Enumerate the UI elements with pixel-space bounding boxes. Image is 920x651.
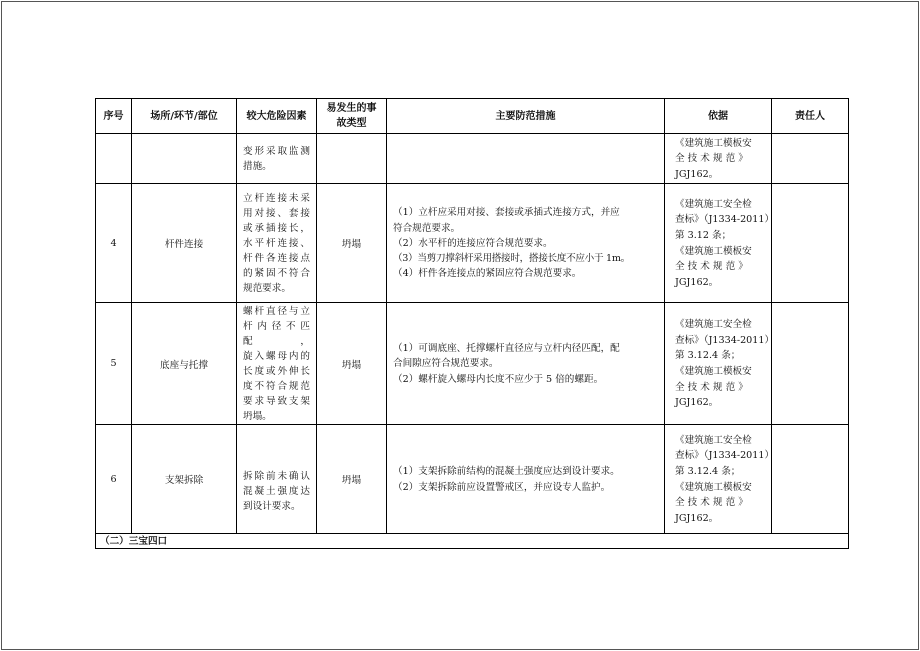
basis-line: 查标》（J1334-2011） — [675, 450, 775, 462]
basis-cell — [665, 425, 775, 534]
hazard-line: 用对接、套接 — [243, 208, 310, 219]
hazard-line: 旋入螺母内的 — [243, 351, 310, 362]
hazard-line: 杆件各连接点 — [243, 253, 310, 264]
measures-cell — [387, 303, 665, 425]
hazard-line: 螺杆直径与立 — [243, 306, 310, 317]
owner-cell — [772, 303, 849, 425]
owner-cell — [772, 134, 849, 184]
seq-cell: 5 — [96, 303, 132, 425]
place-cell: 底座与托撑 — [132, 303, 237, 425]
header-accident — [317, 99, 387, 134]
header-hazard: 较大危险因素 — [237, 99, 317, 134]
hazard-cell — [237, 303, 317, 425]
basis-line: 《建筑施工模板安 — [675, 245, 752, 257]
hazard-line: 到设计要求。 — [243, 500, 301, 512]
owner-cell — [772, 425, 849, 534]
header-place: 场所/环节/部位 — [132, 99, 237, 134]
hazard-line: 规范要求。 — [243, 283, 291, 294]
measures-cell — [387, 134, 665, 184]
basis-cell — [665, 303, 775, 425]
basis-line: 查标》（J1334-2011） — [675, 334, 775, 346]
basis-line: 全 技 术 规 范 》 — [675, 497, 748, 509]
measure-line: （2）螺杆旋入螺母内长度不应少于 5 倍的螺距。 — [393, 373, 604, 385]
header-seq: 序号 — [96, 99, 132, 134]
table-row — [96, 425, 849, 534]
measures-cell — [387, 184, 665, 303]
hazard-line: 混凝土强度达 — [243, 485, 310, 497]
basis-line: 全 技 术 规 范 》 — [675, 153, 748, 165]
accident-cell: 坍塌 — [317, 425, 387, 534]
hazard-line: 立杆连接未采 — [243, 193, 310, 204]
measure-line: （3）当剪刀撑斜杆采用搭接时，搭接长度不应小于 1m。 — [393, 253, 630, 265]
measure-line: （1）立杆应采用对接、套接或承插式连接方式，并应 — [393, 207, 620, 219]
basis-line: 查标》（J1334-2011） — [675, 214, 775, 226]
seq-cell: 4 — [96, 184, 132, 303]
basis-line: JGJ162。 — [675, 512, 719, 524]
measures-cell — [387, 425, 665, 534]
section-title: （二）三宝四口 — [96, 534, 849, 549]
basis-line: 第 3.12 条； — [675, 229, 732, 241]
table-row — [96, 184, 849, 303]
measure-line: （2）水平杆的连接应符合规范要求。 — [393, 237, 553, 249]
basis-line: 《建筑施工安全检 — [675, 198, 752, 210]
accident-cell: 坍塌 — [317, 184, 387, 303]
hazard-line: 措施。 — [243, 161, 272, 172]
hazard-cell — [237, 134, 317, 184]
measure-line: （2）支架拆除前应设置警戒区，并应设专人监护。 — [393, 481, 611, 493]
hazard-line: 或承插接长， — [243, 223, 310, 234]
hazard-line: 要求导致支架 — [243, 396, 310, 407]
basis-line: 全 技 术 规 范 》 — [675, 381, 748, 393]
measure-line: （1）支架拆除前结构的混凝土强度应达到设计要求。 — [393, 466, 620, 478]
header-basis: 依据 — [665, 99, 772, 134]
header-accident-line2: 故类型 — [336, 118, 367, 129]
owner-cell — [772, 184, 849, 303]
basis-line: 《建筑施工模板安 — [675, 481, 752, 493]
basis-line: 第 3.12.4 条； — [675, 350, 741, 362]
hazard-line: 拆除前未确认 — [243, 470, 310, 482]
seq-cell — [96, 134, 132, 184]
hazard-line: 的紧固不符合 — [243, 268, 310, 279]
hazard-line: 度不符合规范 — [243, 381, 310, 392]
basis-line: 《建筑施工安全检 — [675, 434, 752, 446]
seq-cell: 6 — [96, 425, 132, 534]
place-cell — [132, 134, 237, 184]
basis-line: 《建筑施工模板安 — [675, 137, 752, 149]
header-accident-line1: 易发生的事 — [326, 103, 377, 114]
hazard-line: 变形采取监测 — [243, 146, 310, 157]
basis-cell — [665, 184, 775, 303]
measure-line: 符合规范要求。 — [393, 222, 461, 234]
risk-table — [95, 98, 849, 549]
basis-line: 《建筑施工安全检 — [675, 319, 752, 331]
basis-line: JGJ162。 — [675, 276, 719, 288]
header-owner: 责任人 — [772, 99, 849, 134]
measure-line: 合间隙应符合规范要求。 — [393, 358, 499, 370]
accident-cell — [317, 134, 387, 184]
section-row — [96, 534, 849, 549]
hazard-cell — [237, 184, 317, 303]
place-cell: 杆件连接 — [132, 184, 237, 303]
measure-line: （1）可调底座、托撑螺杆直径应与立杆内径匹配，配 — [393, 343, 620, 355]
table-row — [96, 303, 849, 425]
hazard-cell — [237, 425, 317, 534]
measure-line: （4）杆件各连接点的紧固应符合规范要求。 — [393, 268, 582, 280]
table-row — [96, 134, 849, 184]
header-row — [96, 99, 849, 134]
hazard-line: 杆内径不匹配， — [243, 321, 310, 347]
basis-line: 第 3.12.4 条； — [675, 465, 741, 477]
basis-line: JGJ162。 — [675, 168, 719, 180]
basis-line: 《建筑施工模板安 — [675, 366, 752, 377]
accident-cell: 坍塌 — [317, 303, 387, 425]
basis-cell — [665, 134, 772, 184]
hazard-line: 坍塌。 — [243, 411, 272, 422]
hazard-line: 长度或外伸长 — [243, 366, 310, 377]
basis-line: JGJ162。 — [675, 397, 719, 409]
header-measures: 主要防范措施 — [387, 99, 665, 134]
place-cell: 支架拆除 — [132, 425, 237, 534]
basis-line: 全 技 术 规 范 》 — [675, 261, 748, 273]
hazard-line: 水平杆连接、 — [243, 238, 310, 249]
